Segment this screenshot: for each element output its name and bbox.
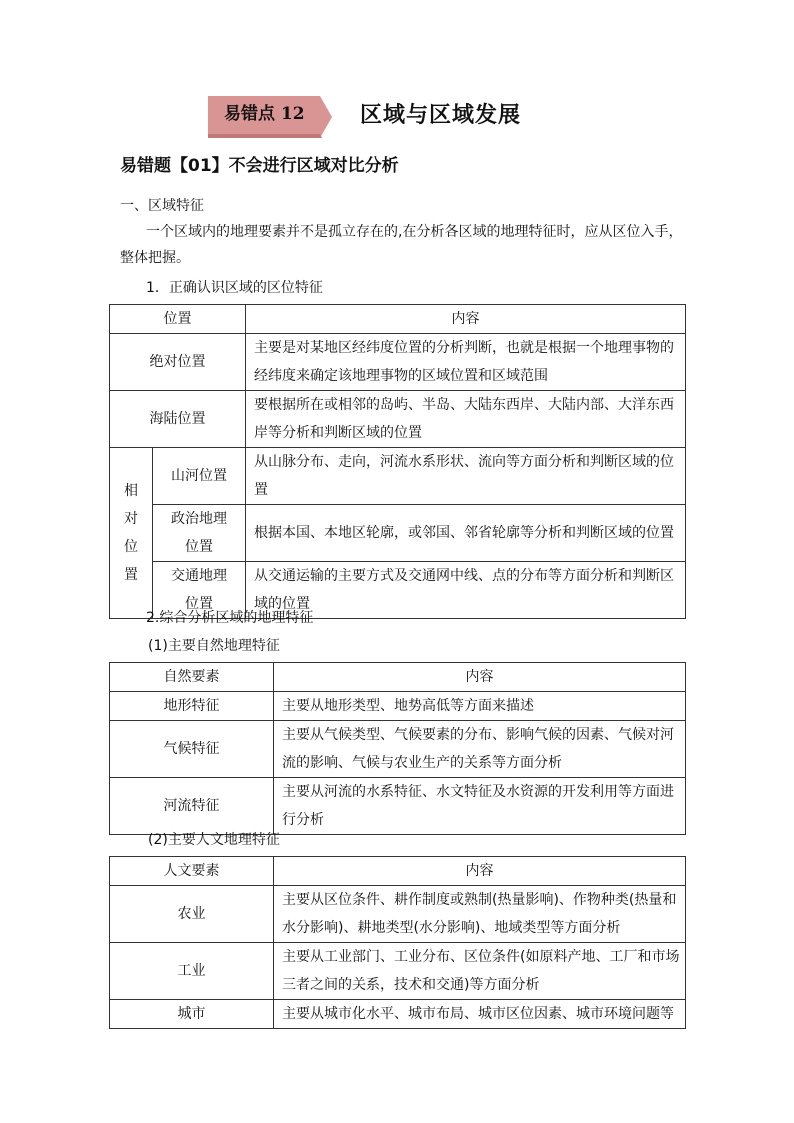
- relative-location-group-label: [110, 448, 153, 619]
- row-content: 主要从地形类型、地势高低等方面来描述: [274, 692, 686, 721]
- badge-label: 易错点 12: [224, 104, 305, 124]
- header-cell: 内容: [274, 857, 686, 886]
- row-content: 主要从区位条件、耕作制度或熟制(热量影响)、作物种类(热量和水分影响)、耕地类型(水分影响)、地域类型等方面分析: [274, 886, 686, 943]
- table-row: [110, 391, 686, 448]
- row-content: 主要从河流的水系特征、水文特征及水资源的开发利用等方面进行分析: [274, 778, 686, 835]
- row-content: 从山脉分布、走向，河流水系形状、流向等方面分析和判断区域的位置: [246, 448, 686, 505]
- row-content: 从交通运输的主要方式及交通网中线、点的分布等方面分析和判断区域的位置: [246, 562, 686, 619]
- row-content: 主要从城市化水平、城市布局、城市区位因素、城市环境问题等: [274, 1000, 686, 1029]
- section-subtitle: 易错题【01】不会进行区域对比分析: [120, 156, 399, 176]
- table-header-row: [110, 857, 686, 886]
- row-label: 绝对位置: [110, 334, 246, 391]
- header-cell: 位置: [110, 305, 246, 334]
- table-row: [110, 943, 686, 1000]
- table-row: [110, 721, 686, 778]
- row-label: 地形特征: [110, 692, 274, 721]
- row-label: 工业: [110, 943, 274, 1000]
- error-point-badge: [208, 96, 332, 138]
- natural-features-table: [109, 662, 686, 835]
- table-row: [110, 1000, 686, 1029]
- intro-paragraph-line2: 整体把握。: [120, 250, 190, 266]
- intro-paragraph-line1: 一个区域内的地理要素并不是孤立存在的,在分析各区域的地理特征时，应从区位入手，: [146, 224, 683, 240]
- row-label: 政治地理位置: [153, 505, 246, 562]
- row-label: 交通地理位置: [153, 562, 246, 619]
- subsection-2-heading: 2.综合分析区域的地理特征: [146, 610, 314, 626]
- page-title: 区域与区域发展: [360, 103, 522, 128]
- natural-features-heading: (1)主要自然地理特征: [148, 638, 280, 654]
- row-content: 要根据所在或相邻的岛屿、半岛、大陆东西岸、大陆内部、大洋东西岸等分析和判断区域的位置: [246, 391, 686, 448]
- header-cell: 自然要素: [110, 663, 274, 692]
- row-label: 河流特征: [110, 778, 274, 835]
- row-content: 根据本国、本地区轮廓，或邻国、邻省轮廓等分析和判断区域的位置: [246, 505, 686, 562]
- table-row: [110, 334, 686, 391]
- vertical-char: 相: [124, 483, 138, 499]
- subsection-1-heading: 1．正确认识区域的区位特征: [146, 280, 323, 296]
- table-row: [110, 505, 686, 562]
- human-features-table: [109, 856, 686, 1029]
- row-label: 山河位置: [153, 448, 246, 505]
- header-cell: 人文要素: [110, 857, 274, 886]
- table-row: [110, 448, 686, 505]
- table-header-row: [110, 663, 686, 692]
- table-row: [110, 886, 686, 943]
- row-content: 主要是对某地区经纬度位置的分析判断，也就是根据一个地理事物的经纬度来确定该地理事物的区域位置和区域范围: [246, 334, 686, 391]
- row-label: 城市: [110, 1000, 274, 1029]
- vertical-char: 置: [124, 567, 138, 583]
- human-features-heading: (2)主要人文地理特征: [148, 832, 280, 848]
- header-cell: 内容: [274, 663, 686, 692]
- table-row: [110, 692, 686, 721]
- row-content: 主要从气候类型、气候要素的分布、影响气候的因素、气候对河流的影响、气候与农业生产的关系等方面分析: [274, 721, 686, 778]
- row-label: 气候特征: [110, 721, 274, 778]
- row-label: 海陆位置: [110, 391, 246, 448]
- section1-heading: 一、区域特征: [120, 198, 204, 214]
- vertical-char: 位: [124, 539, 138, 555]
- table-header-row: [110, 305, 686, 334]
- row-label: 农业: [110, 886, 274, 943]
- header-cell: 内容: [246, 305, 686, 334]
- location-table: [109, 304, 686, 619]
- vertical-char: 对: [124, 511, 138, 527]
- row-content: 主要从工业部门、工业分布、区位条件(如原料产地、工厂和市场三者之间的关系，技术和交通)等方面分析: [274, 943, 686, 1000]
